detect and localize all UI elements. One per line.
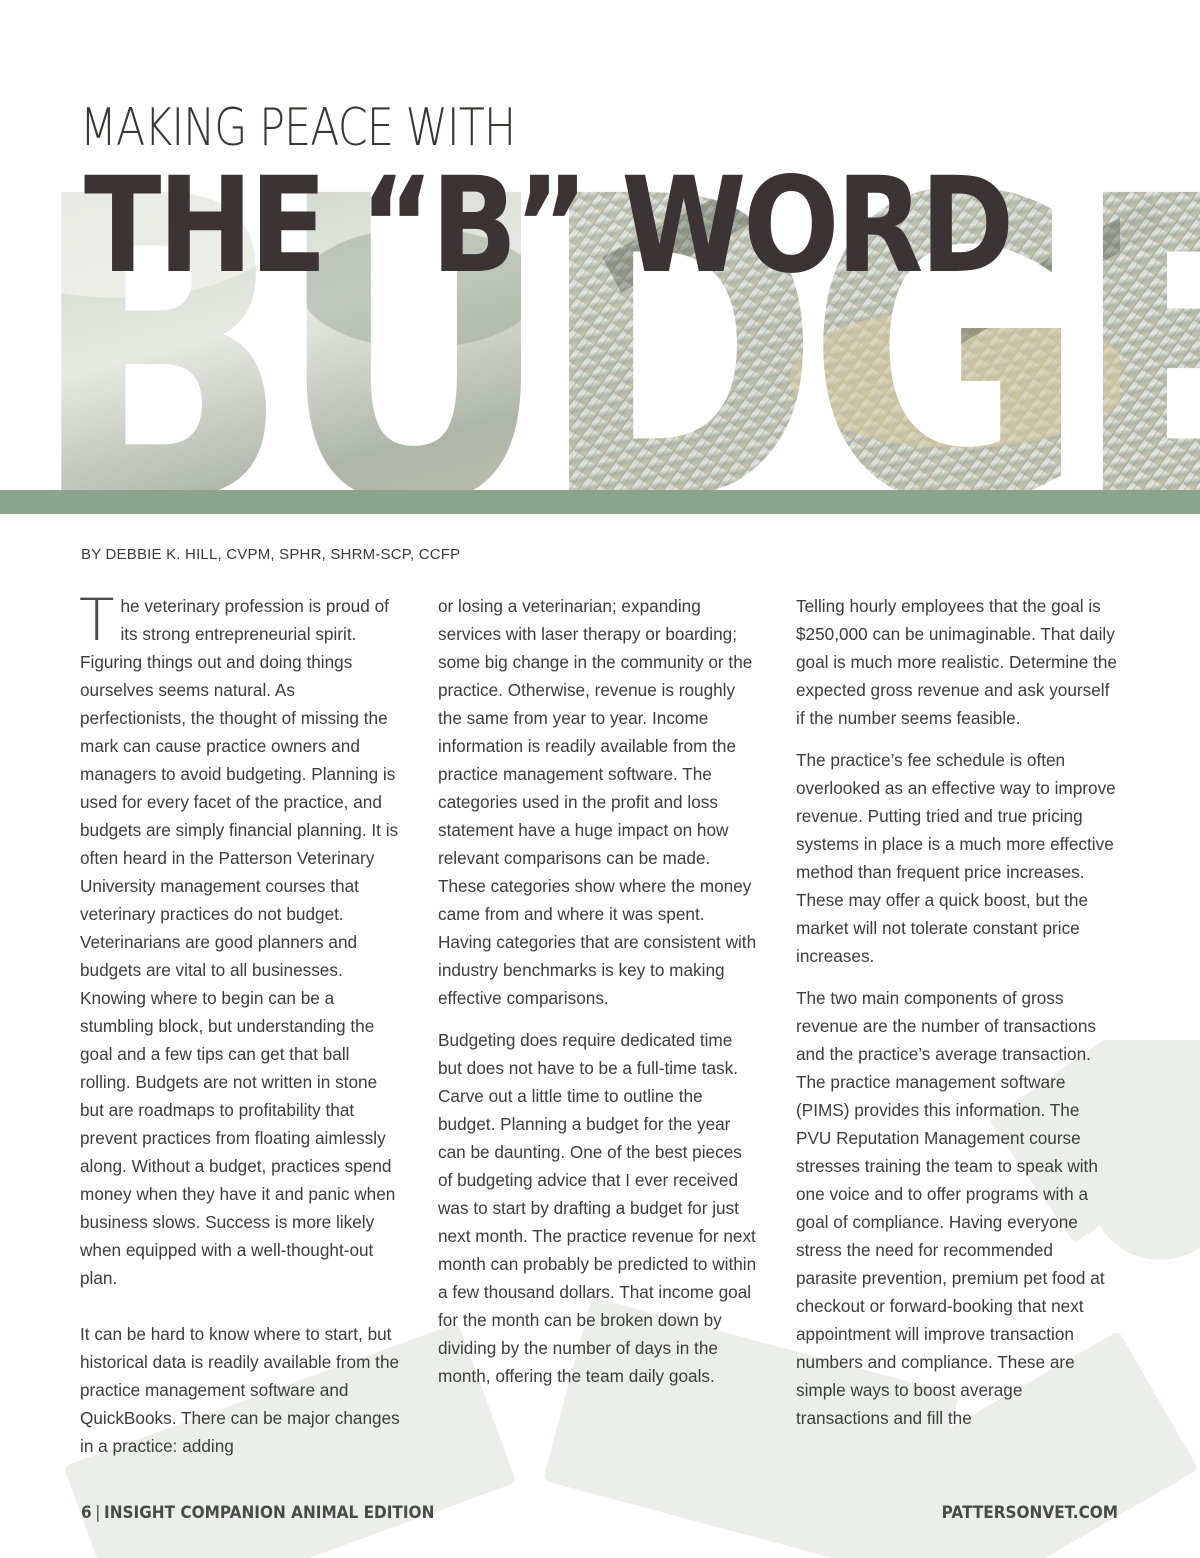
author-byline: BY DEBBIE K. HILL, CVPM, SPHR, SHRM-SCP, CCFP <box>81 546 461 563</box>
paragraph-text: he veterinary profession is proud of its strong entrepreneurial spirit. Figuring things out and doing things ourselves seems natural. As perfectionists, the thought of missing the mark can cause practice owners and managers to avoid budgeting. Planning is used for every facet of the practice, and budgets are simply financial planning. It is often heard in the Patterson Veterinary University management courses that veterinary practices do not budget. Veterinarians are good planners and budgets are vital to all businesses. Knowing where to begin can be a stumbling block, but understanding the goal and a few tips can get that ball rolling. Budgets are not written in stone but are roadmaps to profitability that prevent practices from floating aimlessly along. Without a budget, practices spend money when they have it and panic when business slows. Success is more likely when equipped with a well-thought-out plan. <box>80 596 399 1288</box>
paragraph: The practice’s fee schedule is often overlooked as an effective way to improve revenue. Putting tried and true pricing systems in place is a much more effective method than frequent price increases. These may offer a quick boost, but the market will not tolerate constant price increases. <box>796 750 1116 966</box>
paragraph: The two main components of gross revenue are the number of transactions and the practice’s average transaction. The practice management software (PIMS) provides this information. The PVU Reputation Management course stresses training the team to speak with one voice and to offer programs with a goal of compliance. Having everyone stress the need for recommended parasite prevention, premium pet food at checkout or forward-booking that next appointment will improve transaction numbers and compliance. These are simple ways to boost average transactions and fill the <box>796 988 1105 1428</box>
publication-name: INSIGHT COMPANION ANIMAL EDITION <box>104 1503 435 1523</box>
footer-publication <box>81 1503 434 1523</box>
article-column-1 <box>79 586 402 1474</box>
footer-separator: | <box>95 1503 101 1523</box>
drop-cap: T <box>79 586 115 654</box>
green-band-divider <box>0 490 1200 514</box>
headline-kicker: MAKING PEACE WITH <box>80 98 516 158</box>
headline-main: THE “B” WORD <box>84 149 1011 303</box>
paragraph: Telling hourly employees that the goal is $250,000 can be unimaginable. That daily goal is much more realistic. Determine the expected gross revenue and ask yourself if the number seems feasible. <box>796 596 1117 728</box>
footer-website[interactable]: PATTERSONVET.COM <box>941 1503 1118 1523</box>
article-column-2 <box>438 592 760 1404</box>
page-number: 6 <box>81 1503 92 1523</box>
paragraph: or losing a veterinarian; expanding services with laser therapy or boarding; some big change in the community or the practice. Otherwise, revenue is roughly the same from year to year. Income information is readily available from the practice management software. The categories used in the profit and loss statement have a huge impact on how relevant comparisons can be made. These categories show where the money came from and where it was spent. Having categories that are consistent with industry benchmarks is key to making effective comparisons. <box>438 596 757 1008</box>
paragraph: It can be hard to know where to start, but historical data is readily available from the practice management software and QuickBooks. There can be major changes in a practice: adding <box>80 1324 400 1456</box>
paragraph: Budgeting does require dedicated time but does not have to be a full-time task. Carve out a little time to outline the budget. Planning a budget for the year can be daunting. One of the best pieces of budgeting advice that I ever received was to start by drafting a budget for just next month. The practice revenue for next month can probably be predicted to within a few thousand dollars. That income goal for the month can be broken down by dividing by the number of days in the month, offering the team daily goals. <box>438 1030 757 1386</box>
article-column-3 <box>796 592 1118 1446</box>
paragraph <box>79 586 402 1292</box>
